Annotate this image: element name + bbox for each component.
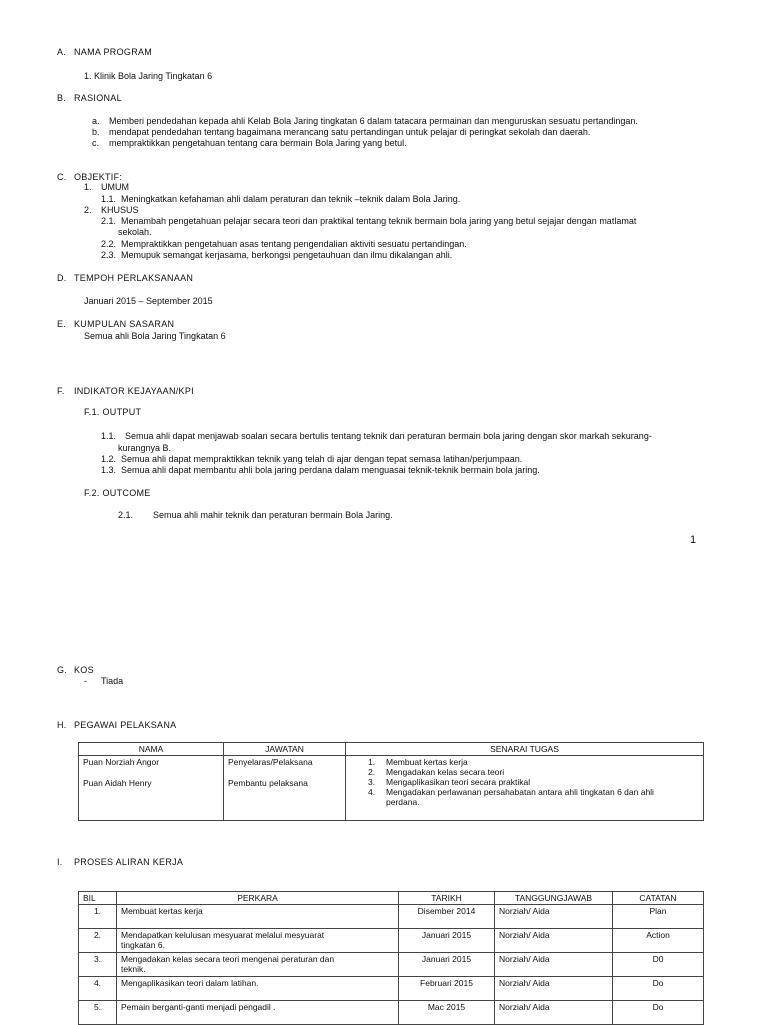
officer-role: Penyelaras/Pelaksana bbox=[228, 757, 313, 767]
officer-name: Puan Aidah Henry bbox=[83, 778, 152, 788]
section-f-letter: F. bbox=[57, 386, 65, 396]
section-f-title: INDIKATOR KEJAYAAN/KPI bbox=[74, 386, 194, 396]
row-task: Mengadakan kelas secara teori mengenai peraturan dan bbox=[121, 954, 335, 964]
list-item: Semua ahli dapat mempraktikkan teknik yang telah di ajar dengan tepat semasa latihan/perjumpaan. bbox=[121, 454, 523, 464]
row-owner: Norziah/ Aida bbox=[495, 905, 613, 929]
row-owner: Norziah/ Aida bbox=[495, 1001, 613, 1025]
list-item: Menambah pengetahuan pelajar secara teori dan praktikal tentang teknik bermain bola jaring yang betul sejajar dengan matlamat bbox=[121, 216, 637, 226]
subheading-khusus: KHUSUS bbox=[101, 205, 139, 215]
list-item: mempraktikkan pengetahuan tentang cara bermain Bola Jaring yang betul. bbox=[109, 138, 407, 148]
row-date: Januari 2015 bbox=[399, 953, 495, 977]
list-item-cont: kurangnya B. bbox=[118, 443, 172, 453]
table-row bbox=[79, 977, 704, 1001]
list-marker: 1. bbox=[368, 757, 376, 767]
task-item-cont: perdana. bbox=[386, 797, 420, 807]
subheading-umum: UMUM bbox=[101, 182, 129, 192]
section-h-letter: H. bbox=[57, 720, 67, 730]
section-b-title: RASIONAL bbox=[74, 93, 122, 103]
list-marker: b. bbox=[92, 127, 100, 137]
section-h-title: PEGAWAI PELAKSANA bbox=[74, 720, 177, 730]
task-item: Membuat kertas kerja bbox=[386, 757, 468, 767]
officer-role: Pembantu pelaksana bbox=[228, 778, 308, 788]
list-marker: 1. bbox=[84, 182, 92, 192]
page-number: 1 bbox=[690, 534, 697, 546]
aliran-kerja-table bbox=[78, 891, 704, 1025]
section-e-letter: E. bbox=[57, 319, 67, 329]
section-i-letter: I. bbox=[57, 857, 63, 867]
row-task-cont: teknik. bbox=[121, 964, 146, 974]
row-note: Action bbox=[613, 929, 704, 953]
table-header: JAWATAN bbox=[224, 743, 346, 756]
list-marker: 1.2. bbox=[101, 454, 117, 464]
list-marker: 1.1. bbox=[101, 194, 117, 204]
table-row bbox=[79, 1001, 704, 1025]
list-marker: 2.1. bbox=[118, 510, 134, 520]
row-number: 1. bbox=[79, 905, 117, 929]
row-date: Disember 2014 bbox=[399, 905, 495, 929]
section-a-title: NAMA PROGRAM bbox=[74, 47, 153, 57]
section-d-letter: D. bbox=[57, 273, 67, 283]
list-item: Memupuk semangat kerjasama, berkongsi pengetauhuan dan ilmu dikalangan ahli. bbox=[121, 250, 453, 260]
list-marker: 2. bbox=[368, 767, 376, 777]
row-task: Mendapatkan kelulusan mesyuarat melalui mesyuarat bbox=[121, 930, 325, 940]
list-item: Semua ahli dapat membantu ahli bola jaring perdana dalam menguasai teknik-teknik bermain bola jaring. bbox=[121, 465, 540, 475]
task-item: Mengadakan kelas secara teori bbox=[386, 767, 505, 777]
table-header: TARIKH bbox=[399, 892, 495, 905]
pegawai-table bbox=[78, 742, 704, 821]
section-g-title: KOS bbox=[74, 665, 94, 675]
table-row bbox=[79, 756, 704, 821]
row-number: 2. bbox=[79, 929, 117, 953]
row-date: Februari 2015 bbox=[399, 977, 495, 1001]
row-number: 4. bbox=[79, 977, 117, 1001]
list-marker: 4. bbox=[368, 787, 376, 797]
row-owner: Norziah/ Aida bbox=[495, 953, 613, 977]
outcome-title: F.2. OUTCOME bbox=[84, 488, 151, 498]
list-marker: 1.3. bbox=[101, 465, 117, 475]
section-g-letter: G. bbox=[57, 665, 68, 675]
row-task: Membuat kertas kerja bbox=[121, 906, 203, 916]
list-marker: 1.1. bbox=[101, 431, 117, 441]
section-e-title: KUMPULAN SASARAN bbox=[74, 319, 175, 329]
row-note: Plan bbox=[613, 905, 704, 929]
row-note: Do bbox=[613, 977, 704, 1001]
list-marker: - bbox=[84, 676, 87, 686]
list-item: Meningkatkan kefahaman ahli dalam peraturan dan teknik –teknik dalam Bola Jaring. bbox=[121, 194, 461, 204]
list-item: Mempraktikkan pengetahuan asas tentang pengendalian aktiviti sesuatu pertandingan. bbox=[121, 239, 467, 249]
row-number: 3. bbox=[79, 953, 117, 977]
program-name: 1. Klinik Bola Jaring Tingkatan 6 bbox=[84, 71, 213, 81]
row-owner: Norziah/ Aida bbox=[495, 929, 613, 953]
task-item: Mengadakan perlawanan persahabatan antara ahli tingkatan 6 dan ahli bbox=[386, 787, 654, 797]
table-header: BIL bbox=[79, 892, 117, 905]
row-task-cont: tingkatan 6. bbox=[121, 940, 165, 950]
section-c-letter: C. bbox=[57, 172, 67, 182]
list-marker: 2.3. bbox=[101, 250, 117, 260]
table-header: NAMA bbox=[79, 743, 224, 756]
sasaran-value: Semua ahli Bola Jaring Tingkatan 6 bbox=[84, 331, 226, 341]
row-owner: Norziah/ Aida bbox=[495, 977, 613, 1001]
row-task: Pemain berganti-ganti menjadi pengadil . bbox=[121, 1002, 276, 1012]
row-note: Do bbox=[613, 1001, 704, 1025]
list-item-cont: sekolah. bbox=[118, 227, 152, 237]
table-row bbox=[79, 929, 704, 953]
table-header: TANGGUNGJAWAB bbox=[495, 892, 613, 905]
section-d-title: TEMPOH PERLAKSANAAN bbox=[74, 273, 194, 283]
list-item: Memberi pendedahan kepada ahli Kelab Bola Jaring tingkatan 6 dalam tatacara permainan dan menguruskan sesuatu pertandingan. bbox=[109, 116, 638, 126]
section-b-letter: B. bbox=[57, 93, 67, 103]
section-i-title: PROSES ALIRAN KERJA bbox=[74, 857, 184, 867]
list-marker: c. bbox=[92, 138, 100, 148]
list-item: Semua ahli mahir teknik dan peraturan bermain Bola Jaring. bbox=[153, 510, 393, 520]
kos-value: Tiada bbox=[101, 676, 124, 686]
table-header: SENARAI TUGAS bbox=[346, 743, 704, 756]
list-item: Semua ahli dapat menjawab soalan secara bertulis tentang teknik dan peraturan bermain bola jaring dengan skor markah sekurang- bbox=[125, 431, 652, 441]
row-date: Januari 2015 bbox=[399, 929, 495, 953]
table-header: PERKARA bbox=[117, 892, 399, 905]
row-number: 5. bbox=[79, 1001, 117, 1025]
row-note: D0 bbox=[613, 953, 704, 977]
list-marker: a. bbox=[92, 116, 100, 126]
task-item: Mengaplikasikan teori secara praktikal bbox=[386, 777, 531, 787]
table-row bbox=[79, 953, 704, 977]
row-task: Mengaplikasikan teori dalam latihan. bbox=[121, 978, 259, 988]
list-item: mendapat pendedahan tentang bagaimana merancang satu pertandingan untuk pelajar di peringkat sekolah dan daerah. bbox=[109, 127, 591, 137]
section-c-title: OBJEKTIF: bbox=[74, 172, 123, 182]
list-marker: 2.2. bbox=[101, 239, 117, 249]
list-marker: 2.1. bbox=[101, 216, 117, 226]
table-header: CATATAN bbox=[613, 892, 704, 905]
row-date: Mac 2015 bbox=[399, 1001, 495, 1025]
list-marker: 2. bbox=[84, 205, 92, 215]
list-marker: 3. bbox=[368, 777, 376, 787]
output-title: F.1. OUTPUT bbox=[84, 407, 142, 417]
tempoh-value: Januari 2015 – September 2015 bbox=[84, 296, 213, 306]
table-row bbox=[79, 905, 704, 929]
section-a-letter: A. bbox=[57, 47, 67, 57]
officer-name: Puan Norziah Angor bbox=[83, 757, 160, 767]
